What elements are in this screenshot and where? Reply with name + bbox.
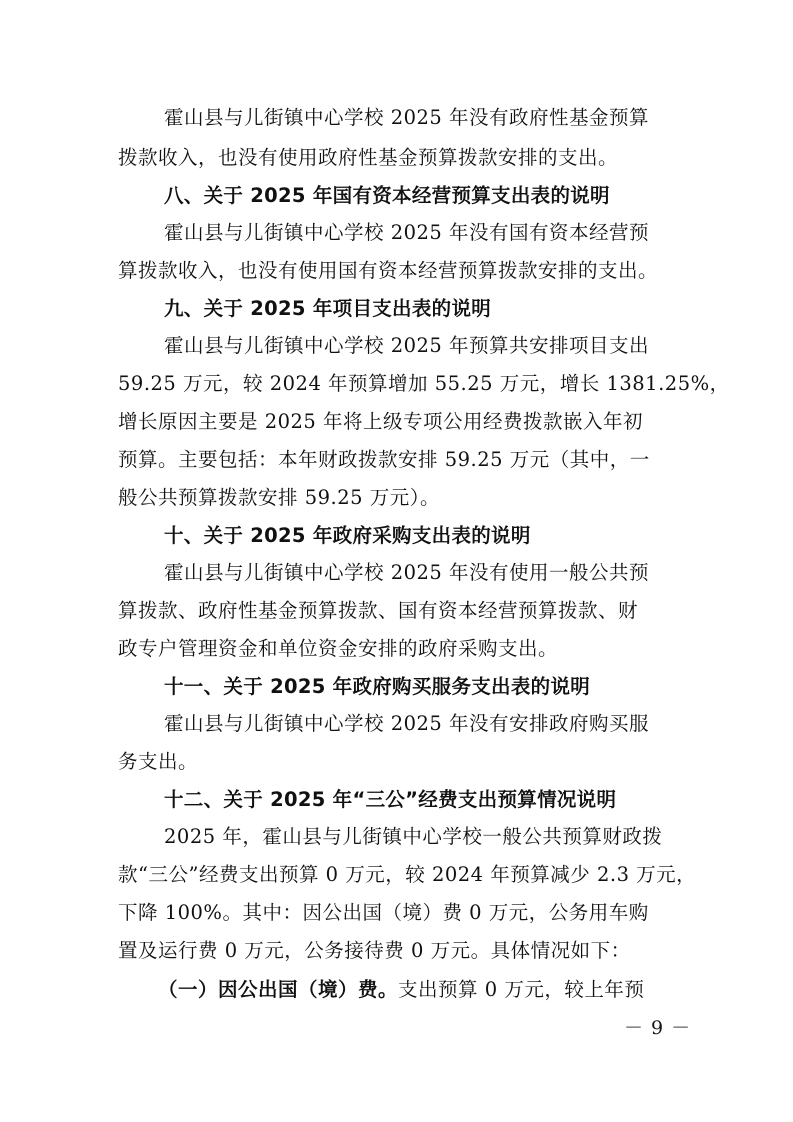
body-line: 置及运行费 0 万元，公务接待费 0 万元。具体情况如下： [118,939,631,962]
body-line: 款“三公”经费支出预算 0 万元，较 2024 年预算减少 2.3 万元， [118,863,697,886]
body-line: 算拨款收入，也没有使用国有资本经营预算拨款安排的支出。 [118,259,659,282]
subsection-text: 支出预算 0 万元，较上年预 [398,978,645,1001]
body-line: 霍山县与儿街镇中心学校 2025 年没有使用一般公共预 [164,561,650,584]
page-number: － 9 － [624,1017,692,1039]
section-heading-10: 十、关于 2025 年政府采购支出表的说明 [164,524,531,547]
body-line: 务支出。 [118,750,199,773]
section-heading-8: 八、关于 2025 年国有资本经营预算支出表的说明 [164,184,610,207]
body-line: 增长原因主要是 2025 年将上级专项公用经费拨款嵌入年初 [118,410,644,433]
body-line: 拨款收入，也没有使用政府性基金预算拨款安排的支出。 [118,146,619,169]
subsection-title: （一）因公出国（境）费。 [158,978,399,1001]
body-line: 霍山县与儿街镇中心学校 2025 年没有政府性基金预算 [164,106,650,129]
body-line: 霍山县与儿街镇中心学校 2025 年没有国有资本经营预 [164,221,650,244]
body-line: 般公共预算拨款安排 59.25 万元）。 [118,486,440,509]
body-line: 预算。主要包括：本年财政拨款安排 59.25 万元（其中，一 [118,448,650,471]
subsection-line [158,977,644,1003]
section-heading-12: 十二、关于 2025 年“三公”经费支出预算情况说明 [164,788,617,811]
section-heading-11: 十一、关于 2025 年政府购买服务支出表的说明 [164,675,591,698]
section-heading-9: 九、关于 2025 年项目支出表的说明 [164,297,492,320]
body-line: 政专户管理资金和单位资金安排的政府采购支出。 [118,637,559,660]
body-line: 霍山县与儿街镇中心学校 2025 年预算共安排项目支出 [164,334,650,357]
body-line: 59.25 万元，较 2024 年预算增加 55.25 万元，增长 1381.25%， [118,372,730,395]
body-line: 下降 100%。其中：因公出国（境）费 0 万元，公务用车购 [118,901,649,924]
body-line: 算拨款、政府性基金预算拨款、国有资本经营预算拨款、财 [118,599,639,622]
body-line: 2025 年，霍山县与儿街镇中心学校一般公共预算财政拨 [164,825,663,848]
body-line: 霍山县与儿街镇中心学校 2025 年没有安排政府购买服 [164,712,650,735]
